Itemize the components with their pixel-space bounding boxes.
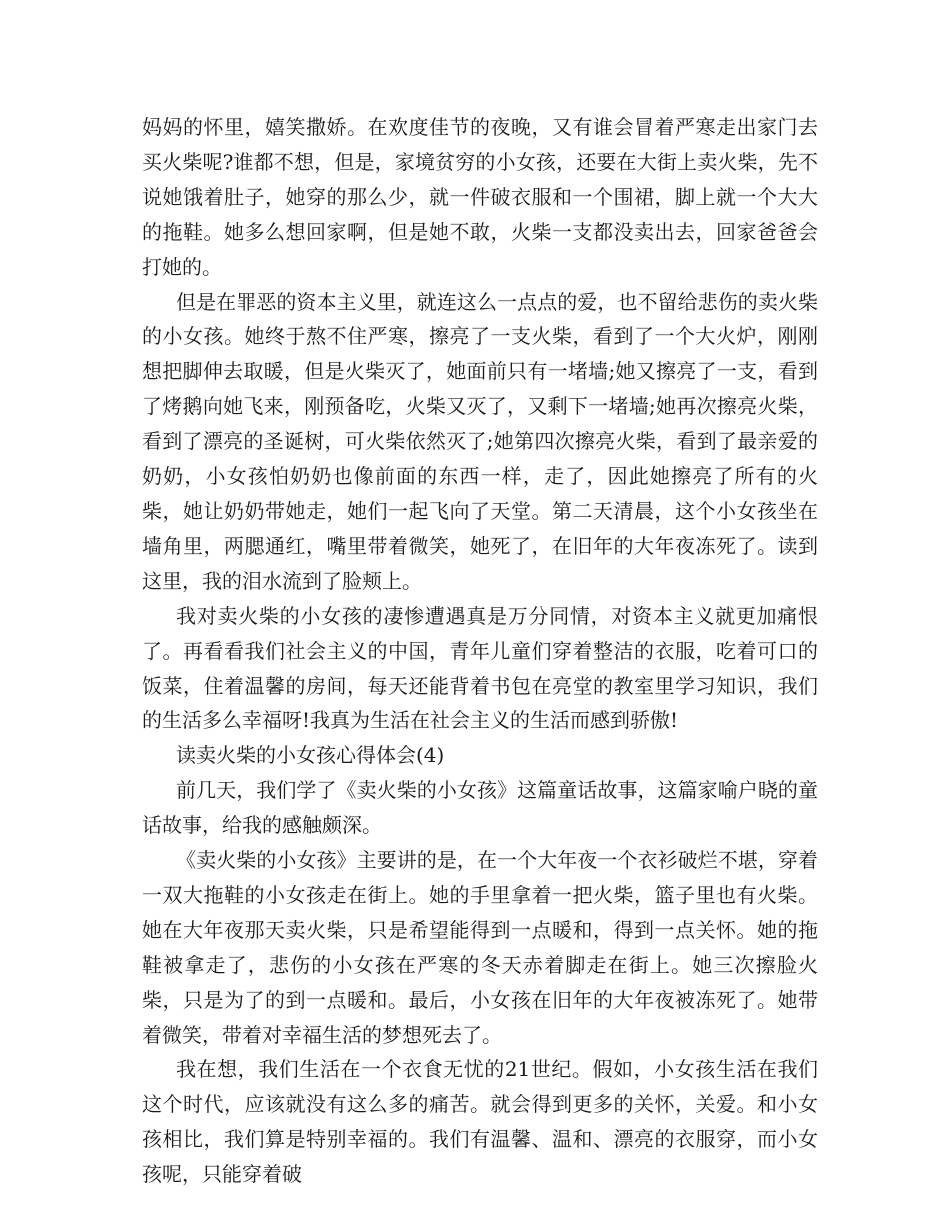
document-body [142,110,818,1192]
section-heading: 读卖火柴的小女孩心得体会(4) [176,743,445,768]
paragraph-2: 但是在罪恶的资本主义里，就连这么一点点的爱，也不留给悲伤的卖火柴的小女孩。她终于熬不住严寒，擦亮了一支火柴，看到了一个大火炉，刚刚想把脚伸去取暖，但是火柴灭了，她面前只有一堵墙;她又擦亮了一支，看到了烤鹅向她飞来，刚预备吃，火柴又灭了，又剩下一堵墙;她再次擦亮火柴，看到了漂亮的圣诞树，可火柴依然灭了;她第四次擦亮火柴，看到了最亲爱的奶奶，小女孩怕奶奶也像前面的东西一样，走了，因此她擦亮了所有的火柴，她让奶奶带她走，她们一起飞向了天堂。第二天清晨，这个小女孩坐在墙角里，两腮通红，嘴里带着微笑，她死了，在旧年的大年夜冻死了。读到这里，我的泪水流到了脸颊上。 [142,289,818,593]
paragraph-6: 我在想，我们生活在一个衣食无忧的21世纪。假如，小女孩生活在我们这个时代，应该就没有这么多的痛苦。就会得到更多的关怀，关爱。和小女孩相比，我们算是特别幸福的。我们有温馨、温和、漂亮的衣服穿，而小女孩呢，只能穿着破 [142,1057,818,1187]
paragraph-5: 《卖火柴的小女孩》主要讲的是，在一个大年夜一个衣衫破烂不堪，穿着一双大拖鞋的小女孩走在街上。她的手里拿着一把火柴，篮子里也有火柴。她在大年夜那天卖火柴，只是希望能得到一点暖和，得到一点关怀。她的拖鞋被拿走了，悲伤的小女孩在严寒的冬天赤着脚走在街上。她三次擦脸火柴，只是为了的到一点暖和。最后，小女孩在旧年的大年夜被冻死了。她带着微笑，带着对幸福生活的梦想死去了。 [142,848,818,1047]
paragraph-3: 我对卖火柴的小女孩的凄惨遭遇真是万分同情，对资本主义就更加痛恨了。再看看我们社会主义的中国，青年儿童们穿着整洁的衣服，吃着可口的饭菜，住着温馨的房间，每天还能背着书包在亮堂的教室里学习知识，我们的生活多么幸福呀!我真为生活在社会主义的生活而感到骄傲! [142,603,818,733]
paragraph-1: 妈妈的怀里，嬉笑撒娇。在欢度佳节的夜晚，又有谁会冒着严寒走出家门去买火柴呢?谁都不想，但是，家境贫穷的小女孩，还要在大街上卖火柴，先不说她饿着肚子，她穿的那么少，就一件破衣服和一个围裙，脚上就一个大大的拖鞋。她多么想回家啊，但是她不敢，火柴一支都没卖出去，回家爸爸会打她的。 [142,115,818,279]
paragraph-4: 前几天，我们学了《卖火柴的小女孩》这篇童话故事，这篇家喻户晓的童话故事，给我的感触颇深。 [142,778,818,838]
